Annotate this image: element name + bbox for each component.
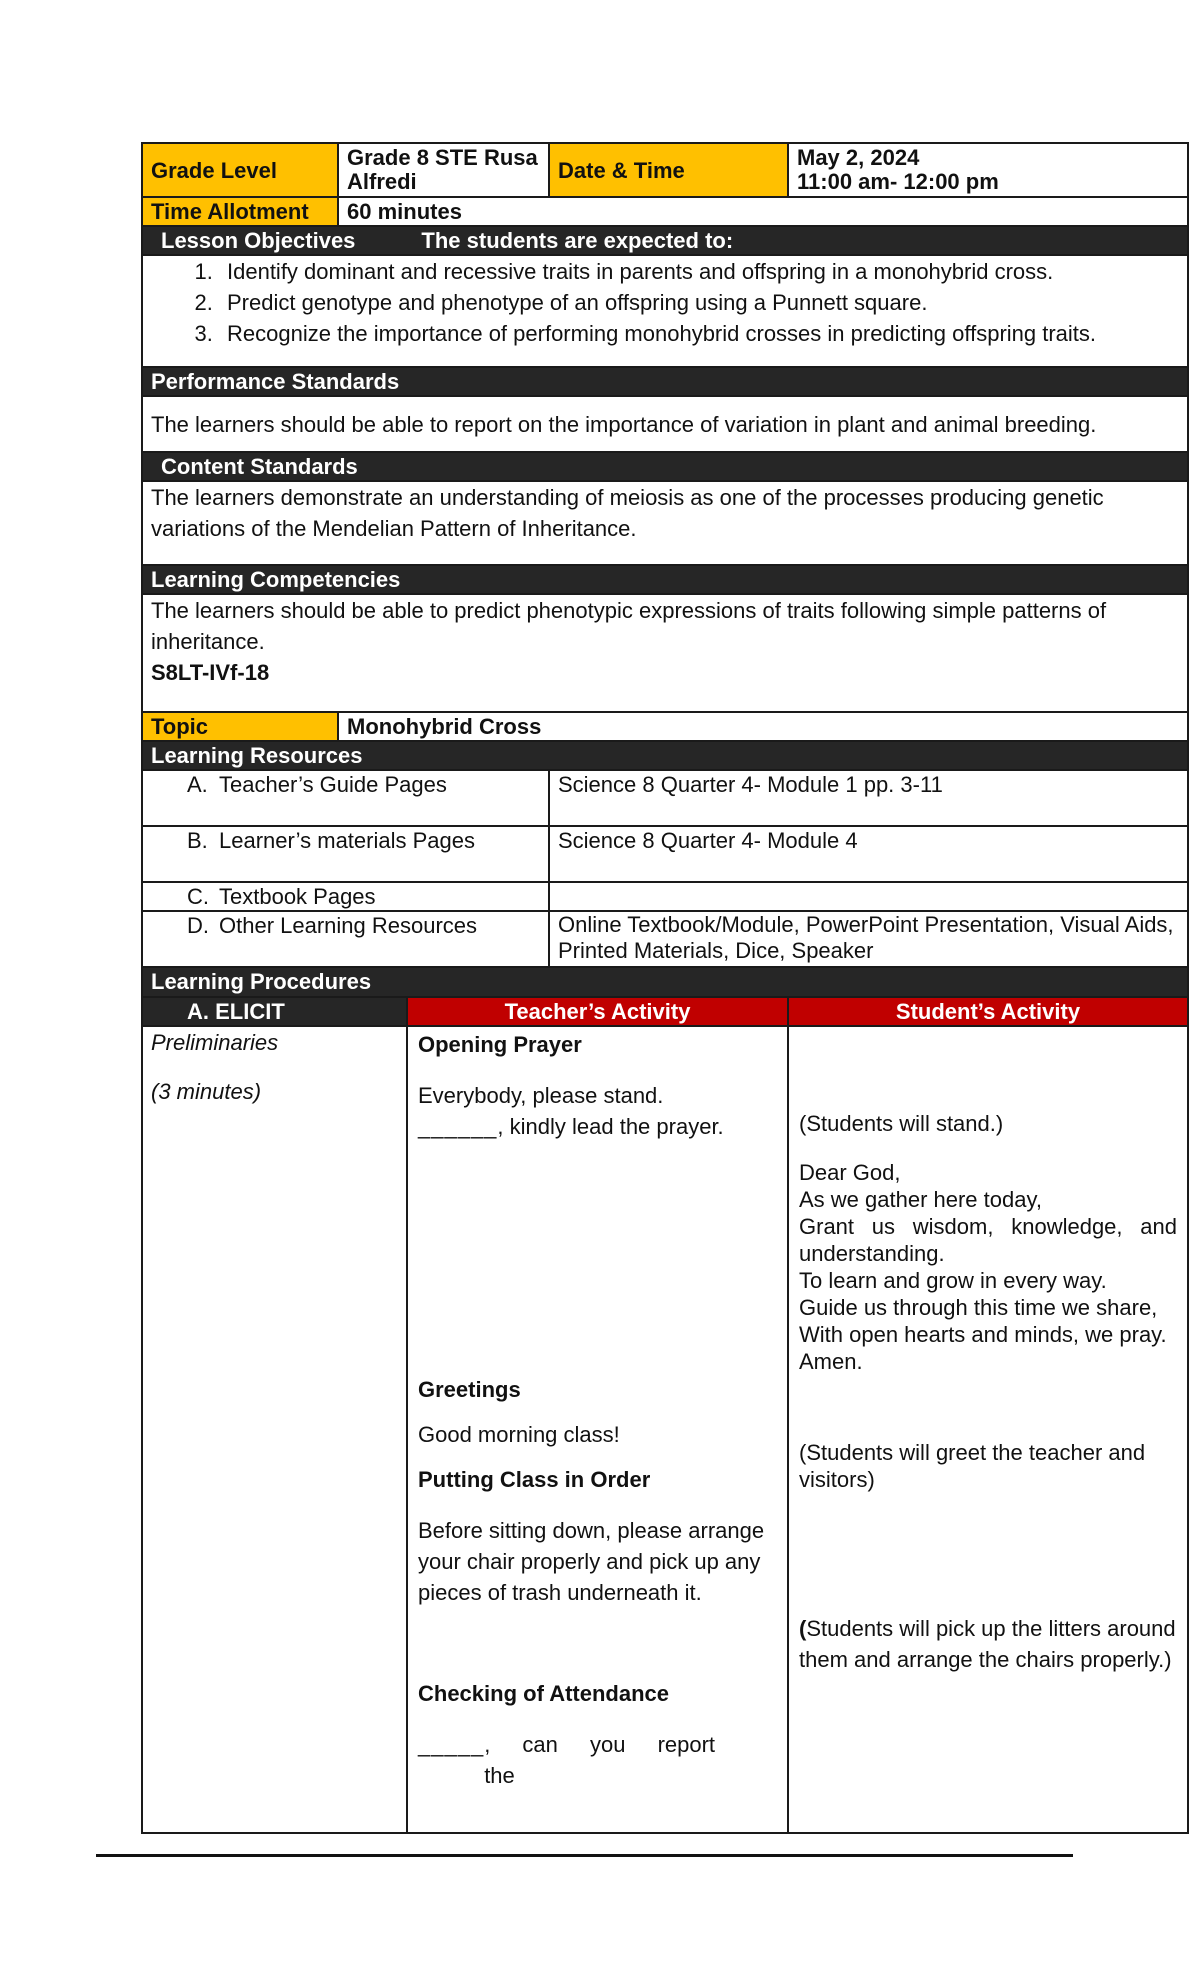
phase-name: Preliminaries bbox=[151, 1030, 279, 1055]
date-time-label: Date & Time bbox=[549, 143, 788, 197]
student-activity-header: Student’s Activity bbox=[788, 997, 1188, 1026]
good-morning-text: Good morning class! bbox=[418, 1422, 620, 1447]
resource-name-cell bbox=[142, 770, 549, 826]
time-allotment-value: 60 minutes bbox=[338, 197, 1188, 226]
name-blank: ______ bbox=[418, 1114, 498, 1139]
resource-letter: D. bbox=[187, 913, 209, 938]
objectives-label: Lesson Objectives bbox=[161, 228, 356, 253]
resource-name-cell bbox=[142, 882, 549, 911]
pickup-paren: ( bbox=[799, 1616, 807, 1641]
arrange-instruction: Before sitting down, please arrange your chair properly and pick up any pieces of trash underneath it. bbox=[418, 1518, 765, 1605]
resource-name: Textbook Pages bbox=[219, 884, 376, 909]
prayer-line: Grant us wisdom, knowledge, and understanding. bbox=[799, 1214, 1177, 1266]
resource-name: Other Learning Resources bbox=[219, 913, 478, 938]
date-value: May 2, 2024 bbox=[797, 145, 920, 170]
topic-label: Topic bbox=[142, 712, 338, 741]
name-blank: _____ bbox=[418, 1732, 485, 1757]
performance-text: The learners should be able to report on the importance of variation in plant and animal breeding. bbox=[142, 396, 1188, 452]
student-greet-text: (Students will greet the teacher and visitors) bbox=[799, 1440, 1146, 1492]
grade-level-label: Grade Level bbox=[142, 143, 338, 197]
date-time-value bbox=[788, 143, 1188, 197]
student-activity-cell bbox=[788, 1026, 1188, 1833]
objective-item: 2. Predict genotype and phenotype of an offspring using a Punnett square. bbox=[219, 287, 1179, 318]
teacher-stand-text: Everybody, please stand. bbox=[418, 1083, 664, 1108]
time-value: 11:00 am- 12:00 pm bbox=[797, 169, 999, 194]
lead-prayer-text: , kindly lead the prayer. bbox=[497, 1114, 724, 1139]
pickup-text: Students will pick up the litters around them and arrange the chairs properly.) bbox=[799, 1616, 1176, 1672]
objectives-header bbox=[142, 226, 1188, 255]
grade-level-value: Grade 8 STE Rusa Alfredi bbox=[338, 143, 549, 197]
student-stand-text: (Students will stand.) bbox=[799, 1111, 1004, 1136]
phase-duration: (3 minutes) bbox=[151, 1079, 262, 1104]
phase-cell bbox=[142, 1026, 407, 1833]
content-text: The learners demonstrate an understanding of meiosis as one of the processes producing genetic variations of the Mendelian Pattern of Inheritance. bbox=[142, 481, 1188, 565]
student-pickup-text bbox=[799, 1613, 1177, 1675]
resource-name-cell bbox=[142, 911, 549, 967]
report-text: , can you report the bbox=[484, 1732, 716, 1788]
competencies-cell bbox=[142, 594, 1188, 712]
footer-rule bbox=[96, 1854, 1073, 1857]
topic-value: Monohybrid Cross bbox=[338, 712, 1188, 741]
resources-header: Learning Resources bbox=[142, 741, 1188, 770]
lesson-plan bbox=[141, 142, 1187, 1834]
resource-value: Science 8 Quarter 4- Module 4 bbox=[549, 826, 1188, 882]
attendance-text bbox=[418, 1729, 777, 1791]
performance-header: Performance Standards bbox=[142, 367, 1188, 396]
prayer-line: Dear God, bbox=[799, 1160, 901, 1185]
time-allotment-label: Time Allotment bbox=[142, 197, 338, 226]
resource-value: Science 8 Quarter 4- Module 1 pp. 3-11 bbox=[549, 770, 1188, 826]
elicit-label: A. ELICIT bbox=[142, 997, 407, 1026]
putting-order-heading: Putting Class in Order bbox=[418, 1467, 651, 1492]
competencies-header: Learning Competencies bbox=[142, 565, 1188, 594]
teacher-lead-text bbox=[418, 1111, 777, 1142]
resource-name: Learner’s materials Pages bbox=[219, 828, 475, 853]
resource-letter: C. bbox=[187, 884, 209, 909]
prayer-line: Guide us through this time we share, bbox=[799, 1295, 1158, 1320]
opening-prayer-heading: Opening Prayer bbox=[418, 1032, 582, 1057]
resource-value: Online Textbook/Module, PowerPoint Presentation, Visual Aids, Printed Materials, Dice, Speaker bbox=[549, 911, 1188, 967]
resource-name-cell bbox=[142, 826, 549, 882]
resource-letter: A. bbox=[187, 772, 208, 797]
competency-code: S8LT-IVf-18 bbox=[151, 660, 270, 685]
objectives-list-cell bbox=[142, 255, 1188, 367]
content-header: Content Standards bbox=[142, 452, 1188, 481]
resource-letter: B. bbox=[187, 828, 208, 853]
objectives-list bbox=[143, 256, 1179, 349]
prayer-line: To learn and grow in every way. bbox=[799, 1268, 1107, 1293]
resource-name: Teacher’s Guide Pages bbox=[219, 772, 447, 797]
procedures-header: Learning Procedures bbox=[142, 967, 1188, 997]
prayer-line: With open hearts and minds, we pray. bbox=[799, 1322, 1167, 1347]
objective-item: 3. Recognize the importance of performing monohybrid crosses in predicting offspring traits. bbox=[219, 318, 1179, 349]
teacher-activity-cell bbox=[407, 1026, 788, 1833]
prayer-line: Amen. bbox=[799, 1349, 863, 1374]
resource-value bbox=[549, 882, 1188, 911]
student-prayer bbox=[799, 1159, 1177, 1375]
teacher-activity-header: Teacher’s Activity bbox=[407, 997, 788, 1026]
prayer-line: As we gather here today, bbox=[799, 1187, 1042, 1212]
attendance-heading: Checking of Attendance bbox=[418, 1681, 669, 1706]
competencies-text: The learners should be able to predict phenotypic expressions of traits following simple patterns of inheritance. bbox=[151, 598, 1107, 654]
objective-item: 1. Identify dominant and recessive traits in parents and offspring in a monohybrid cross. bbox=[219, 256, 1179, 287]
objectives-intro: The students are expected to: bbox=[421, 228, 734, 253]
greetings-heading: Greetings bbox=[418, 1377, 521, 1402]
lesson-plan-table bbox=[141, 142, 1189, 1834]
